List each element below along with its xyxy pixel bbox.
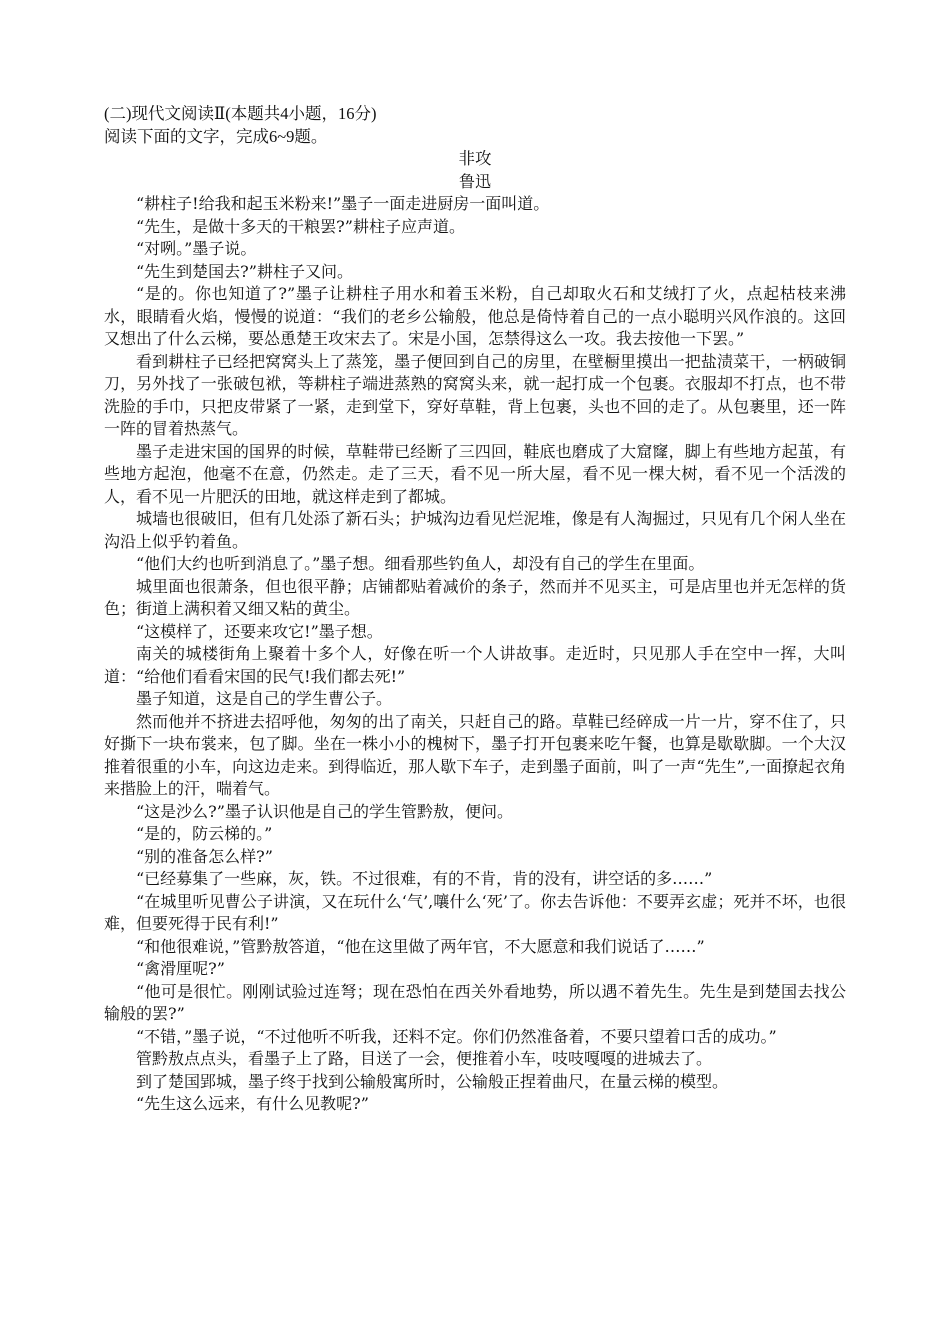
paragraph: 到了楚国郢城，墨子终于找到公输般寓所时，公输般正捏着曲尺，在量云梯的模型。 xyxy=(136,1071,729,1091)
paragraph: “这模样了，还要来攻它!”墨子想。 xyxy=(136,621,383,641)
paragraph: “别的准备怎么样?” xyxy=(136,846,273,866)
paragraph: “和他很难说，”管黔敖答道，“他在这里做了两年官，不大愿意和我们说话了……” xyxy=(136,936,705,956)
paragraph: “在城里听见曹公子讲演，又在玩什么‘气’,嚷什么‘死’了。你去告诉他：不要弄玄虚；死并不坏，也很难，但要死得于民有利!” xyxy=(104,891,846,933)
paragraph: 墨子知道，这是自己的学生曹公子。 xyxy=(136,689,393,708)
section-heading: (二)现代文阅读Ⅱ(本题共4小题，16分) xyxy=(104,104,377,123)
paragraph: 城墙也很破旧，但有几处添了新石头；护城沟边看见烂泥堆，像是有人淘掘过，只见有几个闲人坐在沟沿上似乎钓着鱼。 xyxy=(104,509,846,551)
paragraph: “是的。你也知道了?”墨子让耕柱子用水和着玉米粉，自己却取火石和艾绒打了火，点起枯枝来沸水，眼睛看火焰，慢慢的说道：“我们的老乡公输般，他总是倚恃着自己的一点小聪明兴风作浪的。这回又想出了什么云梯，要怂恿楚王攻宋去了。宋是小国，怎禁得这么一攻。我去按他一下罢。” xyxy=(104,284,846,348)
document-page xyxy=(104,103,846,1116)
paragraph: “他可是很忙。刚刚试验过连弩；现在恐怕在西关外看地势，所以遇不着先生。先生是到楚国去找公输般的罢?” xyxy=(104,981,846,1023)
paragraph: “对咧。”墨子说。 xyxy=(136,239,257,258)
paragraph: “已经募集了一些麻，灰，铁。不过很难，有的不肯，肯的没有，讲空话的多……” xyxy=(136,869,713,888)
paragraph: “耕柱子!给我和起玉米粉来!”墨子一面走进厨房一面叫道。 xyxy=(136,194,550,213)
paragraph: 然而他并不挤进去招呼他，匆匆的出了南关，只赶自己的路。草鞋已经碎成一片一片，穿不住了，只好撕下一块布裳来，包了脚。坐在一株小小的槐树下，墨子打开包裹来吃午餐，也算是歇歇脚。一个大汉推着很重的小车，向这边走来。到得临近，那人歇下车子，走到墨子面前，叫了一声“先生”,一面撩起衣角来揩脸上的汗，喘着气。 xyxy=(104,711,846,798)
paragraph: 城里面也很萧条，但也很平静；店铺都贴着减价的条子，然而并不见买主，可是店里也并无怎样的货色；街道上满积着又细又粘的黄尘。 xyxy=(104,576,846,618)
article-author: 鲁迅 xyxy=(458,171,491,191)
instruction-text: 阅读下面的文字，完成6~9题。 xyxy=(104,126,328,146)
paragraph: 管黔敖点点头，看墨子上了路，目送了一会，便推着小车，吱吱嘎嘎的进城去了。 xyxy=(136,1049,713,1068)
paragraph: “是的，防云梯的。” xyxy=(136,824,273,843)
paragraph: “先生到楚国去?”耕柱子又问。 xyxy=(136,261,353,281)
paragraph: 看到耕柱子已经把窝窝头上了蒸笼，墨子便回到自己的房里，在壁橱里摸出一把盐渍菜干，一柄破铜刀，另外找了一张破包袱，等耕柱子端进蒸熟的窝窝头来，就一起打成一个包裹。衣服却不打点，也不带洗脸的手巾，只把皮带紧了一紧，走到堂下，穿好草鞋，背上包裹，头也不回的走了。从包裹里，还一阵一阵的冒着热蒸气。 xyxy=(104,351,846,438)
paragraph: “他们大约也听到消息了。”墨子想。细看那些钓鱼人，却没有自己的学生在里面。 xyxy=(136,554,705,573)
paragraph: “这是沙么?”墨子认识他是自己的学生管黔敖，便问。 xyxy=(136,801,513,821)
paragraph: “不错，”墨子说，“不过他听不听我，还料不定。你们仍然准备着，不要只望着口舌的成功。” xyxy=(136,1026,777,1046)
paragraph: “先生这么远来，有什么见教呢?” xyxy=(136,1094,369,1113)
paragraph: 墨子走进宋国的国界的时候，草鞋带已经断了三四回，鞋底也磨成了大窟窿，脚上有些地方起茧，有些地方起泡，他毫不在意，仍然走。走了三天，看不见一所大屋，看不见一棵大树，看不见一个活泼的人，看不见一片肥沃的田地，就这样走到了都城。 xyxy=(104,441,846,506)
paragraph: “禽滑厘呢?” xyxy=(136,959,225,978)
paragraph: 南关的城楼街角上聚着十多个人，好像在听一个人讲故事。走近时，只见那人手在空中一挥，大叫道：“给他们看看宋国的民气!我们都去死!” xyxy=(104,644,846,686)
article-title: 非攻 xyxy=(458,149,492,168)
paragraph: “先生，是做十多天的干粮罢?”耕柱子应声道。 xyxy=(136,216,465,236)
